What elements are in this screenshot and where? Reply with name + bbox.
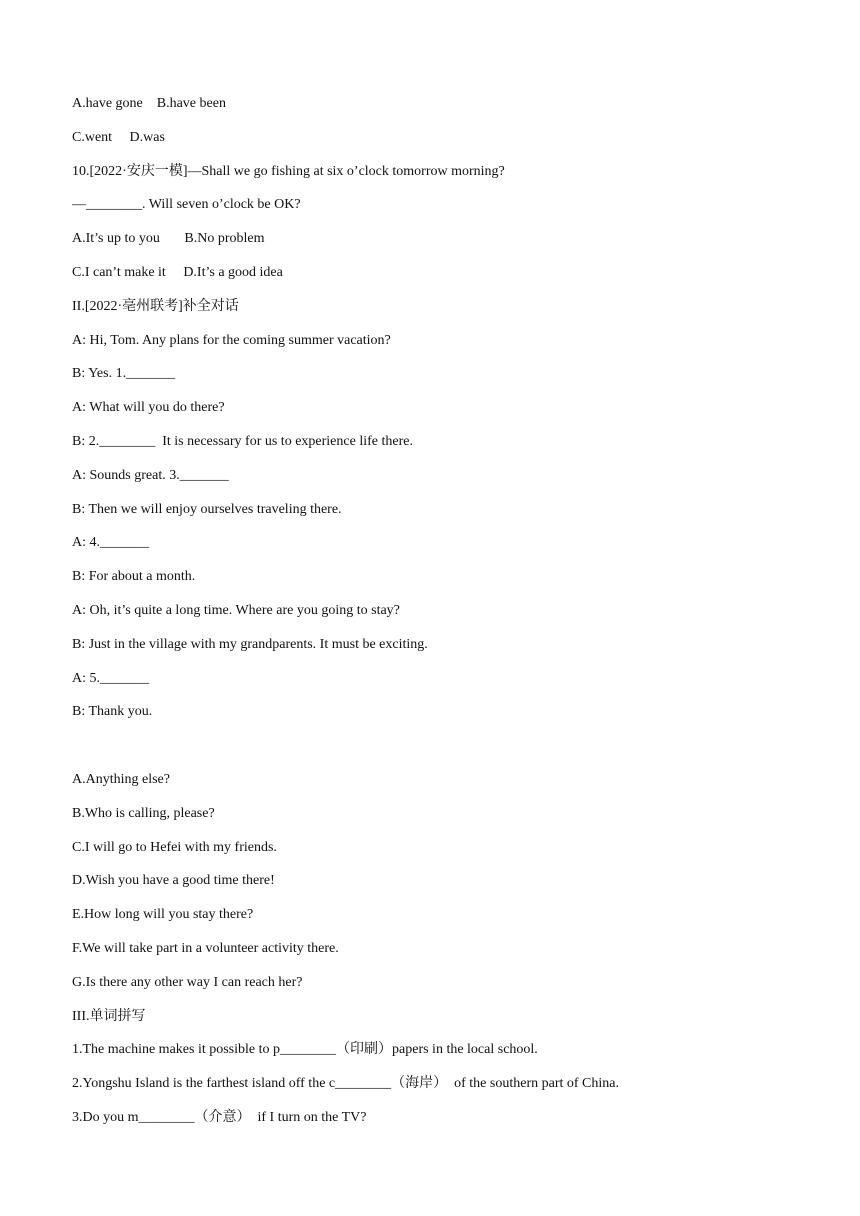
section-heading: III.单词拼写 (72, 1008, 146, 1024)
dialogue-line: A: 5._______ (72, 670, 149, 686)
answer-option: F.We will take part in a volunteer activity there. (72, 940, 339, 956)
dialogue-line: A: What will you do there? (72, 400, 225, 416)
option-line: A.have gone B.have been (72, 96, 226, 111)
document-page (72, 90, 792, 1138)
answer-option: D.Wish you have a good time there! (72, 873, 275, 889)
dialogue-line: B: For about a month. (72, 569, 196, 585)
answer-option: G.Is there any other way I can reach her? (72, 974, 303, 990)
dialogue-line: B: Just in the village with my grandparents. It must be exciting. (72, 636, 428, 652)
question-line: —________. Will seven o’clock be OK? (72, 197, 301, 213)
dialogue-line: B: 2.________ It is necessary for us to experience life there. (72, 433, 413, 449)
spelling-question: 2.Yongshu Island is the farthest island off the c________（海岸） of the southern part of China. (72, 1076, 619, 1092)
answer-option: B.Who is calling, please? (72, 805, 215, 821)
dialogue-line: B: Thank you. (72, 704, 153, 720)
blank-spacer (72, 732, 792, 766)
dialogue-line: B: Then we will enjoy ourselves traveling there. (72, 501, 342, 517)
answer-option: C.I will go to Hefei with my friends. (72, 839, 277, 855)
answer-option: A.Anything else? (72, 771, 170, 787)
spelling-question: 3.Do you m________（介意） if I turn on the TV? (72, 1109, 367, 1125)
section-heading: II.[2022·亳州联考]补全对话 (72, 298, 239, 314)
dialogue-line: A: 4._______ (72, 535, 149, 551)
dialogue-line: A: Oh, it’s quite a long time. Where are you going to stay? (72, 602, 400, 618)
dialogue-line: A: Sounds great. 3._______ (72, 467, 229, 483)
answer-option: E.How long will you stay there? (72, 907, 254, 923)
spelling-question: 1.The machine makes it possible to p________（印刷）papers in the local school. (72, 1042, 538, 1058)
option-line: A.It’s up to you B.No problem (72, 231, 265, 247)
question-line: 10.[2022·安庆一模]—Shall we go fishing at six o’clock tomorrow morning? (72, 163, 505, 179)
dialogue-line: A: Hi, Tom. Any plans for the coming summer vacation? (72, 332, 391, 348)
dialogue-line: B: Yes. 1._______ (72, 366, 176, 382)
option-line: C.I can’t make it D.It’s a good idea (72, 264, 283, 280)
option-line: C.went D.was (72, 129, 165, 145)
